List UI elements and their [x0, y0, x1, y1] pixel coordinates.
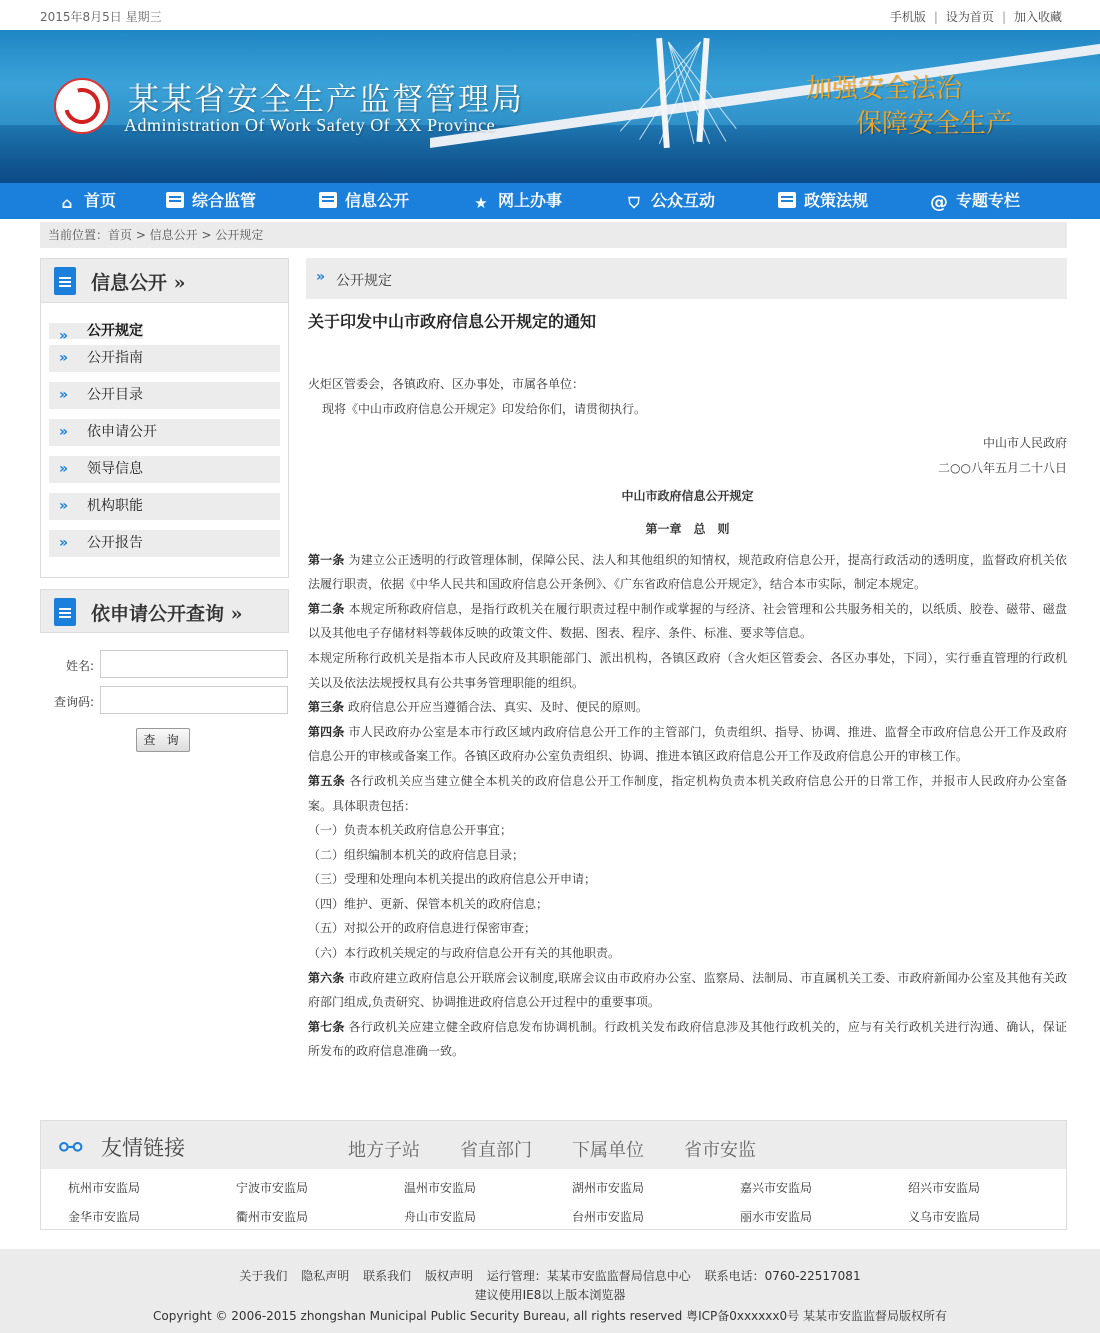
friend-link[interactable]: 宁波市安监局 — [236, 1181, 309, 1195]
clause-text: 为建立公正透明的行政管理体制，保障公民、法人和其他组织的知情权，规范政府信息公开，提高行政活动的透明度，监督政府机关依法履行职责，依据《中华人民共和国政府信息公开条例》、《广东省政府信息公开规定》，结合本市实际，制定本规定。 — [308, 552, 1067, 592]
clause-label: 第五条 — [308, 773, 346, 788]
double-chevron-icon: » — [59, 461, 64, 477]
friend-link[interactable]: 义乌市安监局 — [908, 1210, 981, 1224]
footer-browser-note: 建议使用IE8以上版本浏览器 — [474, 1288, 626, 1302]
footer-phone: 联系电话：0760-22517081 — [704, 1269, 861, 1283]
sidebar-item-disclosure-guide[interactable]: » 公开指南 — [49, 345, 280, 372]
article-salutation: 火炬区管委会，各镇政府、区办事处，市属各单位： — [308, 377, 585, 391]
article-clause — [308, 769, 1067, 818]
clause-text: （一）负责本机关政府信息公开事宜； — [308, 823, 513, 838]
query-code-input[interactable] — [100, 686, 288, 714]
clause-label: 第七条 — [308, 1019, 345, 1034]
friend-link[interactable]: 温州市安监局 — [404, 1181, 477, 1195]
double-chevron-icon: » — [59, 424, 64, 440]
article-body — [308, 372, 1067, 1064]
friend-links-grid — [41, 1169, 1066, 1229]
friend-links-header — [41, 1121, 1066, 1169]
site-title-cn: 某某省安全生产监督管理局 — [128, 82, 524, 118]
sidebar-menu — [41, 303, 288, 571]
clause-label: 第三条 — [308, 700, 345, 715]
query-code-label: 查询码: — [53, 695, 94, 709]
sidebar-item-leadership[interactable]: » 领导信息 — [49, 456, 280, 483]
footer — [0, 1249, 1100, 1333]
double-chevron-icon: » — [59, 535, 64, 551]
content-section-header — [306, 258, 1067, 299]
friend-links-title: 友情链接 — [101, 1136, 185, 1160]
query-button[interactable]: 查 询 — [136, 728, 190, 752]
tab-provincial-departments[interactable]: 省直部门 — [460, 1140, 532, 1161]
name-label: 姓名: — [65, 659, 94, 673]
sidebar-item-reports[interactable]: » 公开报告 — [49, 530, 280, 557]
tab-subordinate-units[interactable]: 下属单位 — [572, 1140, 644, 1161]
article-clause — [308, 867, 1067, 892]
regulation-title: 中山市政府信息公开规定 — [621, 489, 754, 504]
clause-text: 政府信息公开应当遵循合法、真实、及时、便民的原则。 — [344, 700, 648, 715]
about-us-link[interactable]: 关于我们 — [239, 1269, 288, 1283]
friend-link[interactable]: 衢州市安监局 — [236, 1210, 309, 1224]
site-title-en: Administration Of Work Safety Of XX Province — [124, 115, 496, 135]
friend-link[interactable]: 湖州市安监局 — [572, 1181, 645, 1195]
header-banner — [0, 30, 1100, 183]
clause-text: （二）组织编制本机关的政府信息目录； — [308, 847, 525, 862]
card-icon — [778, 192, 796, 208]
main-nav — [0, 183, 1100, 219]
card-icon — [319, 192, 337, 208]
friend-link[interactable]: 杭州市安监局 — [68, 1181, 141, 1195]
query-header — [40, 589, 289, 633]
query-form — [40, 633, 289, 752]
article-title: 关于印发中山市政府信息公开规定的通知 — [308, 312, 597, 331]
article-clauses — [308, 548, 1067, 1064]
clause-text: 市人民政府办公室是本市行政区域内政府信息公开工作的主管部门，负责组织、指导、协调、推进、监督全市政府信息公开工作及政府信息公开的审核或备案工作。各镇区政府办公室负责组织、协调、推进本镇区政府信息公开工作及政府信息公开的审核工作。 — [308, 724, 1067, 764]
nav-online-service[interactable]: ★ 网上办事 — [472, 183, 562, 219]
section-title: 公开规定 — [336, 273, 392, 289]
clause-label: 第一条 — [308, 552, 345, 567]
copyright-statement-link[interactable]: 版权声明 — [424, 1269, 473, 1283]
sidebar-item-disclosure-catalog[interactable]: » 公开目录 — [49, 382, 280, 409]
footer-operator: 运行管理：某某市安监监督局信息中心 — [486, 1269, 691, 1283]
friend-link[interactable]: 绍兴市安监局 — [908, 1181, 981, 1195]
nav-special-topics[interactable]: @ 专题专栏 — [930, 191, 1021, 213]
clause-text: 本规定所称政府信息，是指行政机关在履行职责过程中制作或掌握的与经济、社会管理和公共服务相关的，以纸质、胶卷、磁带、磁盘以及其他电子存储材料等载体反映的政策文件、数据、图表、程序、条件、标准、要求等信息。 — [308, 601, 1067, 641]
article-clause — [308, 916, 1067, 941]
article-clause — [308, 646, 1067, 695]
clause-text: （四）维护、更新、保管本机关的政府信息； — [308, 896, 549, 911]
clause-label: 第四条 — [308, 724, 345, 739]
double-chevron-icon: » — [316, 269, 326, 285]
link-chain-icon: ⚯ — [59, 1131, 83, 1164]
footer-links — [0, 1267, 1100, 1284]
clause-text: （五）对拟公开的政府信息进行保密审查； — [308, 921, 537, 936]
article-clause — [308, 695, 1067, 720]
friend-link[interactable]: 金华市安监局 — [68, 1210, 141, 1224]
footer-copyright: Copyright © 2006-2015 zhongshan Municipal Public Security Bureau, all rights reserved 粤ICP备0xxxxxx0号 某某市安监监督局版权所有 — [153, 1309, 947, 1323]
clause-text: （六）本行政机关规定的与政府信息公开有关的其他职责。 — [308, 946, 621, 961]
document-icon — [54, 598, 76, 626]
sidebar-menu-panel — [40, 258, 289, 578]
add-favorite-link[interactable]: 加入收藏 — [1013, 10, 1062, 24]
nav-comprehensive-supervision[interactable]: 综合监管 — [166, 183, 256, 219]
nav-public-interaction[interactable]: ⛉ 公众互动 — [625, 183, 715, 219]
clause-label: 第二条 — [308, 601, 345, 616]
top-links: 手机版 | 设为首页 | 加入收藏 — [889, 10, 1062, 24]
article-clause — [308, 1015, 1067, 1064]
friend-link[interactable]: 舟山市安监局 — [404, 1210, 477, 1224]
query-panel — [40, 589, 289, 759]
nav-policies-regulations[interactable]: 政策法规 — [778, 183, 868, 219]
set-homepage-link[interactable]: 设为首页 — [945, 10, 994, 24]
nav-home[interactable]: ⌂ 首页 — [58, 183, 116, 219]
clause-text: 本规定所称行政机关是指本市人民政府及其职能部门、派出机构，各镇区政府（含火炬区管委会、各区办事处，下同），实行垂直管理的行政机关以及依法法规授权具有公共事务管理职能的组织。 — [308, 650, 1067, 690]
friend-link[interactable]: 嘉兴市安监局 — [740, 1181, 813, 1195]
at-icon: @ — [930, 192, 948, 213]
tab-provincial-city-safety[interactable]: 省市安监 — [684, 1140, 756, 1161]
friend-link[interactable]: 台州市安监局 — [572, 1210, 645, 1224]
sidebar-title: 信息公开 » — [91, 272, 186, 294]
document-icon — [54, 267, 76, 295]
double-chevron-icon: » — [59, 328, 64, 344]
article-clause — [308, 548, 1067, 597]
friend-links-panel — [40, 1120, 1067, 1230]
article-clause — [308, 892, 1067, 917]
article-clause — [308, 966, 1067, 1015]
clause-text: 市政府建立政府信息公开联席会议制度,联席会议由市政府办公室、监察局、法制局、市直属机关工委、市政府新闻办公室及其他有关政府部门组成,负责研究、协调推进政府信息公开过程中的重要事项。 — [308, 970, 1067, 1010]
sidebar-item-disclosure-rules[interactable]: » 公开规定 — [49, 323, 143, 339]
name-input[interactable] — [100, 650, 288, 678]
double-chevron-icon: » — [59, 350, 64, 366]
current-date: 2015年8月5日 星期三 — [40, 10, 162, 24]
star-icon: ★ — [474, 194, 488, 212]
slogan-line-1: 加强安全法治 — [806, 74, 963, 104]
sidebar-item-on-request[interactable]: » 依申请公开 — [49, 419, 280, 446]
article-clause — [308, 843, 1067, 868]
double-chevron-icon: » — [59, 498, 64, 514]
clause-text: 各行政机关应当建立健全本机关的政府信息公开工作制度，指定机构负责本机关政府信息公开的日常工作，并报市人民政府办公室备案。具体职责包括： — [308, 773, 1067, 813]
shield-icon: ⛉ — [628, 194, 640, 212]
privacy-link[interactable]: 隐私声明 — [301, 1269, 350, 1283]
sidebar-header — [41, 259, 288, 303]
nav-info-disclosure[interactable]: 信息公开 — [319, 183, 409, 219]
clause-text: 各行政机关应建立健全政府信息发布协调机制。行政机关发布政府信息涉及其他行政机关的，应与有关行政机关进行沟通、确认，保证所发布的政府信息准确一致。 — [308, 1019, 1067, 1059]
article-clause — [308, 818, 1067, 843]
tab-local-sites[interactable]: 地方子站 — [348, 1140, 420, 1161]
article-clause — [308, 597, 1067, 646]
home-icon: ⌂ — [61, 194, 73, 212]
article-intro: 现将《中山市政府信息公开规定》印发给你们，请贯彻执行。 — [322, 401, 647, 416]
chapter-title: 第一章 总 则 — [645, 521, 730, 536]
clause-text: （三）受理和处理向本机关提出的政府信息公开申请； — [308, 872, 597, 887]
query-title: 依申请公开查询 » — [91, 603, 243, 625]
sidebar-item-functions[interactable]: » 机构职能 — [49, 493, 280, 520]
card-icon — [166, 192, 184, 208]
slogan-line-2: 保障安全生产 — [856, 109, 1013, 139]
clause-label: 第六条 — [308, 970, 345, 985]
mobile-version-link[interactable]: 手机版 — [889, 10, 926, 24]
article-clause — [308, 941, 1067, 966]
article-clause — [308, 720, 1067, 769]
article-signer: 中山市人民政府 — [982, 436, 1067, 451]
top-bar — [0, 0, 1100, 30]
friend-link[interactable]: 丽水市安监局 — [740, 1210, 813, 1224]
breadcrumb: 当前位置：首页 > 信息公开 > 公开规定 — [40, 222, 1067, 248]
article-sign-date: 二○○八年五月二十八日 — [938, 460, 1067, 475]
double-chevron-icon: » — [59, 387, 64, 403]
contact-us-link[interactable]: 联系我们 — [363, 1269, 412, 1283]
bureau-logo[interactable] — [54, 78, 110, 134]
